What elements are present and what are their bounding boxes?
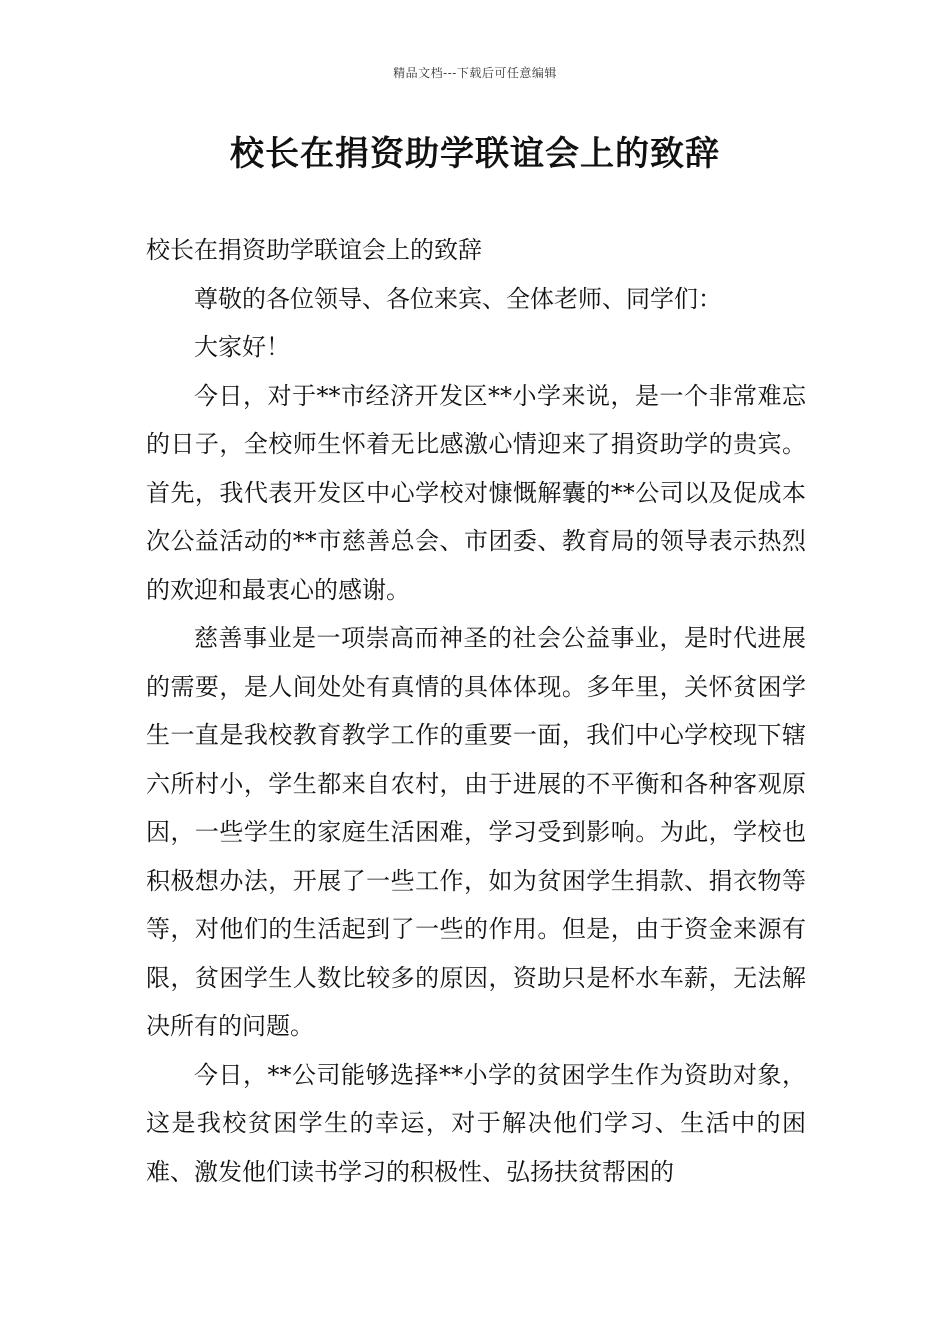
body-paragraph: 今日，对于**市经济开发区**小学来说，是一个非常难忘的日子，全校师生怀着无比感激心情迎来了捐资助学的贵宾。首先，我代表开发区中心学校对慷慨解囊的**公司以及促成本次公益活动的**市慈善总会、市团委、教育局的领导表示热烈的欢迎和最衷心的感谢。 <box>146 381 806 604</box>
document-body <box>146 226 806 1196</box>
salutation: 尊敬的各位领导、各位来宾、全体老师、同学们： <box>194 284 722 313</box>
running-header: 精品文档---下载后可任意编辑 <box>393 66 557 80</box>
greeting: 大家好！ <box>194 333 290 361</box>
body-paragraph: 今日，**公司能够选择**小学的贫困学生作为资助对象，这是我校贫困学生的幸运，对于解决他们学习、生活中的困难、激发他们读书学习的积极性、弘扬扶贫帮困的 <box>146 1060 806 1186</box>
body-subtitle: 校长在捐资助学联谊会上的致辞 <box>146 236 482 264</box>
body-paragraph: 慈善事业是一项崇高而神圣的社会公益事业，是时代进展的需要，是人间处处有真情的具体体现。多年里，关怀贫困学生一直是我校教育教学工作的重要一面，我们中心学校现下辖六所村小，学生都来自农村，由于进展的不平衡和各种客观原因，一些学生的家庭生活困难，学习受到影响。为此，学校也积极想办法，开展了一些工作，如为贫困学生捐款、捐衣物等等，对他们的生活起到了一些的作用。但是，由于资金来源有限，贫困学生人数比较多的原因，资助只是杯水车薪，无法解决所有的问题。 <box>146 624 806 1040</box>
document-title: 校长在捐资助学联谊会上的致辞 <box>230 134 720 174</box>
